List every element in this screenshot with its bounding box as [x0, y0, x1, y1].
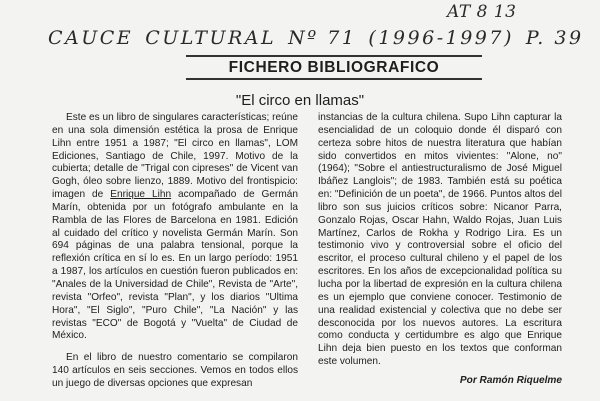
source-note-part: (1996-1997) — [368, 27, 514, 49]
author-name-underlined: Enrique Lihn — [110, 189, 172, 201]
paragraph: instancias de la cultura chilena. Supo Lihn capturar la esencialidad de un coloquio donde él disparó con certeza sobre hitos de nuestra literatura que habían sido convertidos en mitos vivientes: "Alone, no" (1964); "Sobre el antiestructuralismo de José Miguel Ibáñez Langlois"; de 1983. También está su poética en: "Definición de un poeta", de 1966. Puntos altos del libro son sus juicios críticos sobre: Nicanor Parra, Gonzalo Rojas, Oscar Hahn, Waldo Rojas, Juan Luis Martínez, Carlos de Rokha y Rodrigo Lira. Es un testimonio vivo y controversial sobre el oficio del escritor, el proceso cultural chileno y el papel de los escritores. En los años de excepcionalidad política su lucha por la libertad de expresión en la cultura chilena es un ejemplo que conviene conocer. Testimonio de una realidad existencial y colectiva que no debe ser desconocida por los nuevos autores. La escritura como conducta y certidumbre es algo que Enrique Lihn deja bien puesto en los textos que conforman este volumen. — [318, 112, 562, 368]
article-column-left — [52, 112, 298, 391]
byline: Por Ramón Riquelme — [459, 374, 562, 386]
source-note-part: P. 39 — [525, 27, 584, 49]
source-note-part: CAUCE — [48, 27, 134, 49]
paragraph: En el libro de nuestro comentario se compilaron 140 artículos en seis secciones. Vemos en todos ellos un juego de diversas opciones que expresan — [52, 352, 298, 389]
section-header-title: FICHERO BIBLIOGRAFICO — [228, 59, 440, 76]
article-column-right — [318, 112, 562, 388]
handwritten-source-note — [48, 27, 596, 49]
source-note-part: Nº 71 — [288, 27, 357, 49]
handwritten-reference-code: AT 8 13 — [447, 2, 517, 22]
paragraph — [52, 112, 298, 343]
article-title: "El circo en llamas" — [235, 92, 365, 109]
header-rule-bottom — [186, 78, 482, 80]
text-run: Este es un libro de singulares características; reúne en una sola dimensión estética la prosa de Enrique Lihn entre 1951 a 1987; "El circo en llamas", LOM Ediciones, Santiago de Chile, 1997. Motivo de la cubierta; detalle de "Trigal con cipreses" de Vicent van Gogh, óleo sobre lienzo, 1889. Motivo del frontispicio: imagen de — [52, 112, 298, 201]
text-run: acompañado de Germán Marín, obtenida por un fotógrafo ambulante en la Rambla de las Flores de Barcelona en 1981. Edición al cuidado del crítico y novelista Germán Marín. Son 694 páginas de una palabra tensional, porque la reflexión crítica en sí lo es. En un largo período: 1951 a 1987, los artículos en cuestión fueron publicados en: "Anales de la Universidad de Chile", Revista de "Arte", revista "Orfeo", revista "Plan", y los diarios "Ultima Hora", "El Siglo", "Puro Chile", "La Nación" y las revistas "ECO" de Bogotá y "Vuelta" de Ciudad de México. — [52, 189, 298, 342]
source-note-part: CULTURAL — [145, 27, 277, 49]
